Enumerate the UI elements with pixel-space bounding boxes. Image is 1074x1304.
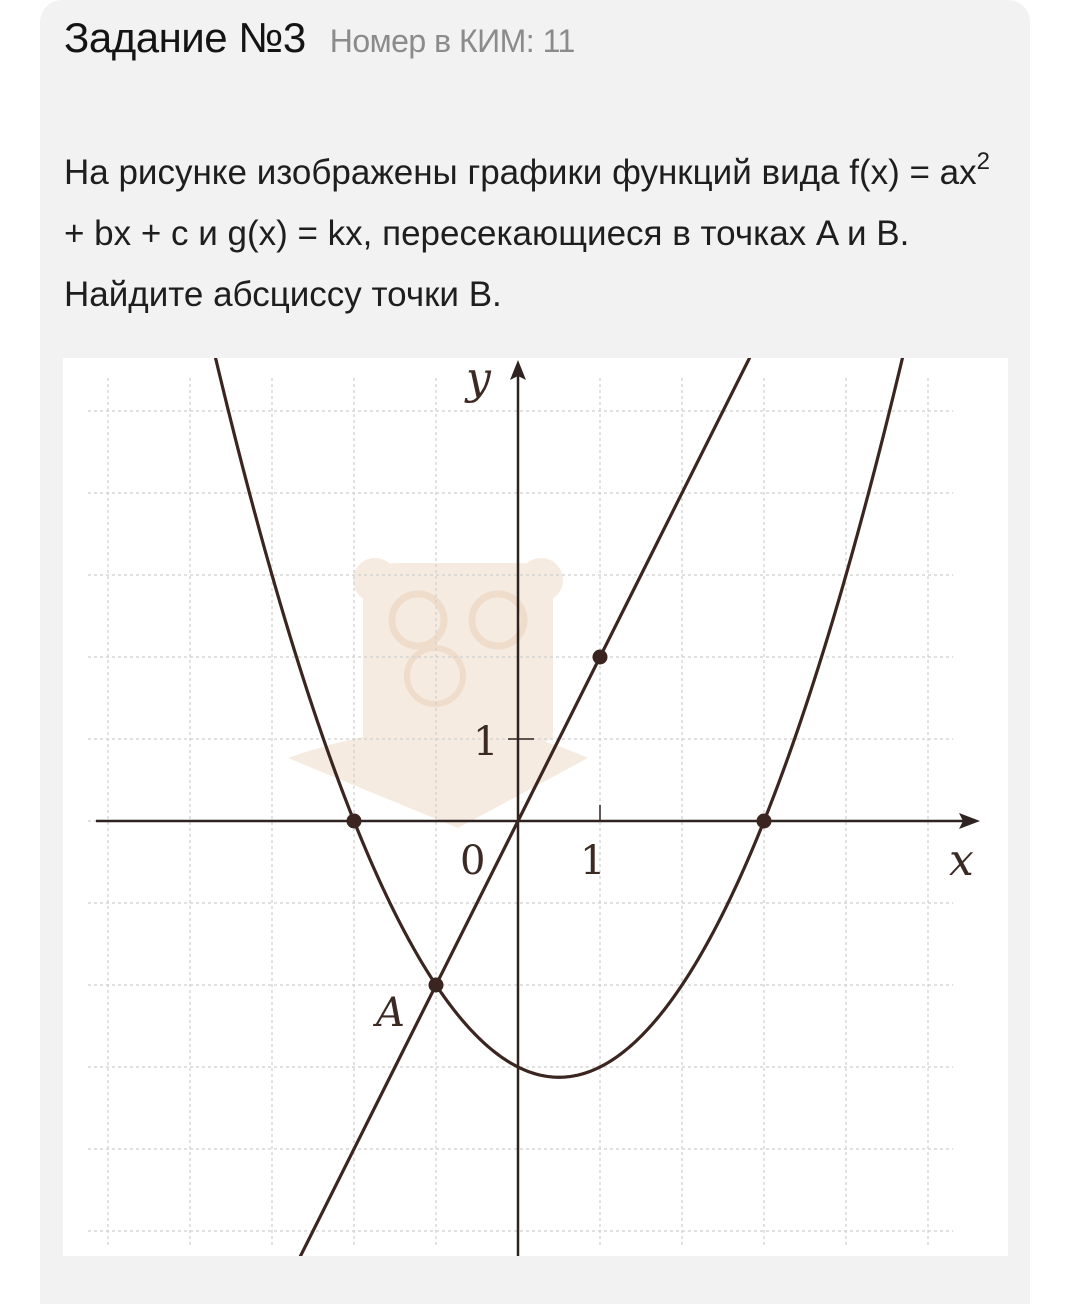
function-graph [63,358,1008,1256]
parabola-curve [215,358,904,1077]
axes [96,360,980,1256]
kim-number: Номер в КИМ: 11 [329,23,575,59]
problem-text [64,142,994,325]
x-axis-label: x [949,835,974,886]
graph-point-1 [347,814,362,829]
graph-point-3 [429,978,444,993]
origin-label: 0 [460,838,486,884]
task-title: Задание №3 [64,14,306,61]
task-header [64,14,575,74]
graph-point-0 [593,650,608,665]
point-a-label: A [376,990,405,1036]
watermark-book [288,728,588,828]
y-axis-label: y [466,358,491,404]
watermark-ear-right [519,558,563,602]
watermark-ear-left [353,558,397,602]
graph-point-2 [757,814,772,829]
problem-text-part1: На рисунке изображены графики функций вида f(x) = ax [64,153,977,192]
problem-text-part2: + bx + c и g(x) = kx, пересекающиеся в точках A и B. Найдите абсциссу точки B. [64,214,910,314]
bear-logo-watermark [288,558,588,828]
y-tick-label-1: 1 [473,719,499,765]
x-tick-label-1: 1 [580,838,606,884]
problem-exponent: 2 [976,148,990,176]
graph-figure [63,358,1008,1256]
